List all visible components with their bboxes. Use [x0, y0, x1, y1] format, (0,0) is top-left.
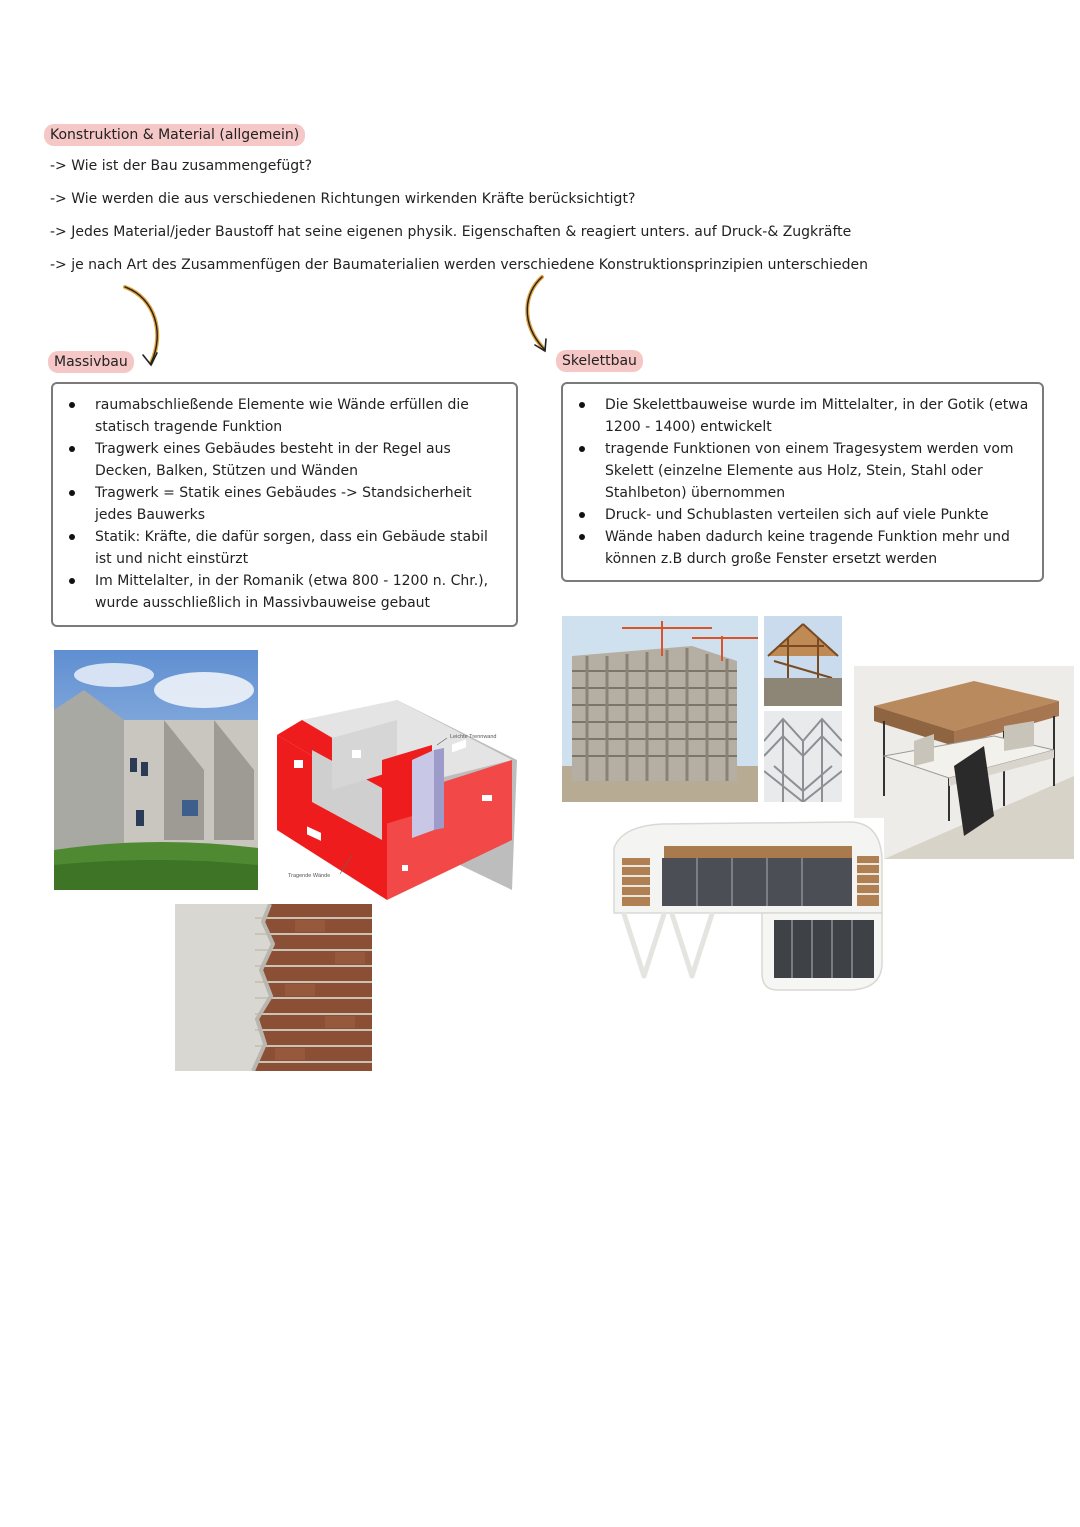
skelettbau-box	[561, 382, 1044, 582]
skelettbau-point-4: Wände haben dadurch keine tragende Funktion mehr und können z.B durch große Fenster ersetzt werden	[567, 526, 1032, 570]
massivbau-point-1: raumabschließende Elemente wie Wände erfüllen die statisch tragende Funktion	[57, 394, 506, 438]
timber-frame-photo	[764, 616, 842, 706]
header-line-2: -> Wie werden die aus verschiedenen Richtungen wirkenden Kräfte berücksichtigt?	[50, 191, 636, 207]
skelettbau-point-3: Druck- und Schublasten verteilen sich auf viele Punkte	[567, 504, 1032, 526]
header-line-4: -> je nach Art des Zusammenfügen der Baumaterialien werden verschiedene Konstruktionsprinzipien unterschieden	[50, 257, 869, 273]
massivbau-point-4: Statik: Kräfte, die dafür sorgen, dass ein Gebäude stabil ist und nicht einstürzt	[57, 526, 506, 570]
modern-skeleton-house-photo	[602, 818, 884, 1002]
arrow-right-icon	[518, 273, 568, 358]
brick-wall-photo	[175, 904, 372, 1071]
massivbau-heading: Massivbau	[48, 351, 134, 373]
skeleton-model-house-photo	[854, 666, 1074, 859]
gothic-vault-photo	[764, 711, 842, 802]
skeleton-construction-photo	[562, 616, 758, 802]
light-wall-label: Leichte Trennwand	[450, 734, 497, 740]
header-line-3: -> Jedes Material/jeder Baustoff hat seine eigenen physik. Eigenschaften & reagiert unters. auf Druck-& Zugkräfte	[50, 224, 852, 240]
massivbau-box	[51, 382, 518, 627]
massivbau-wall-diagram	[272, 690, 522, 905]
skelettbau-point-1: Die Skelettbauweise wurde im Mittelalter, in der Gotik (etwa 1200 - 1400) entwickelt	[567, 394, 1032, 438]
massivbau-point-3: Tragwerk = Statik eines Gebäudes -> Standsicherheit jedes Bauwerks	[57, 482, 506, 526]
massivbau-point-2: Tragwerk eines Gebäudes besteht in der Regel aus Decken, Balken, Stützen und Wänden	[57, 438, 506, 482]
skelettbau-heading: Skelettbau	[556, 350, 643, 372]
page-title: Konstruktion & Material (allgemein)	[44, 124, 305, 146]
header-line-1: -> Wie ist der Bau zusammengefügt?	[50, 158, 313, 174]
concrete-building-photo	[54, 650, 258, 890]
bearing-walls-label: Tragende Wände	[288, 873, 331, 879]
massivbau-point-5: Im Mittelalter, in der Romanik (etwa 800 - 1200 n. Chr.), wurde ausschließlich in Massivbauweise gebaut	[57, 570, 506, 614]
skelettbau-point-2: tragende Funktionen von einem Tragesystem werden vom Skelett (einzelne Elemente aus Holz, Stein, Stahl oder Stahlbeton) übernommen	[567, 438, 1032, 504]
